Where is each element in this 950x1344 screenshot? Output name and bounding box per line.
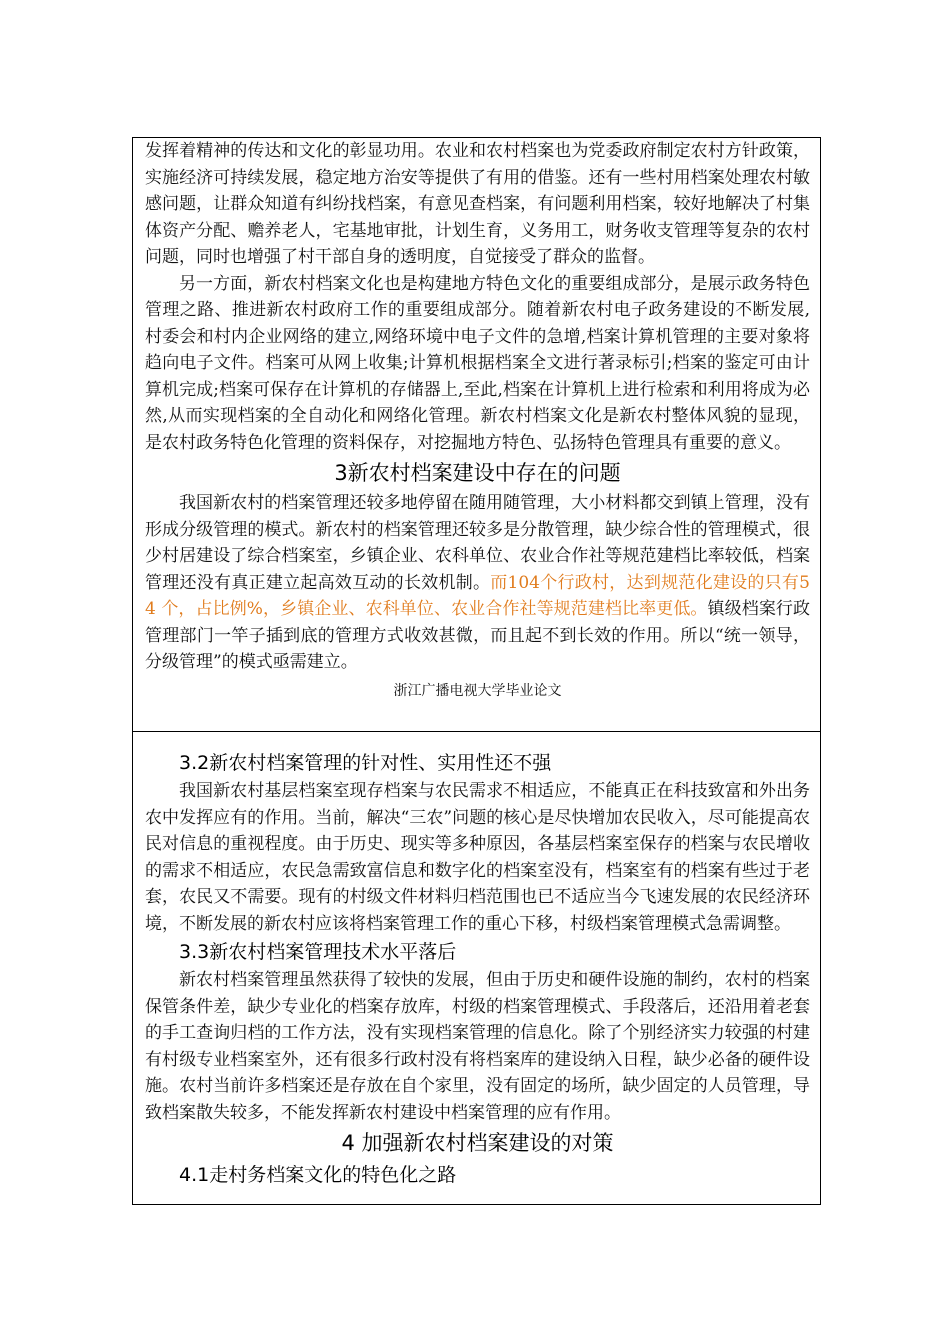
paragraph-archive-culture: 另一方面，新农村档案文化也是构建地方特色文化的重要组成部分，是展示政务特色管理之路、推进新农村政府工作的重要组成部分。随着新农村电子政务建设的不断发展,村委会和村内企业网络的建立,网络环境中电子文件的急增,档案计算机管理的主要对象将趋向电子文件。档案可从网上收集;计算机根据档案全文进行著录标引;档案的鉴定可由计算机完成;档案可保存在计算机的存储器上,至此,档案在计算机上进行检索和利用将成为必然,从而实现档案的全自动化和网络化管理。新农村档案文化是新农村整体风貌的显现，是农村政务特色化管理的资料保存，对挖掘地方特色、弘扬特色管理具有重要的意义。 — [145, 273, 810, 453]
thesis-page-block-bottom — [132, 731, 821, 1205]
problems-text-start: 我国新农村的档案管理还较多地停留在随用随管理，大小材料都交到镇上管理，没有形成分级管理的模式。新农村的档案管理还较多是分散管理，缺少综合性的管理模式，很少村居建设了综合档案室，乡镇企业、农科单位、农业合作社等规范建档比率较低，档案管理还没有真正建立起高效互动的长效机制。 — [145, 493, 810, 593]
thesis-page-block-top — [132, 137, 821, 731]
paragraph-existing-problems — [145, 490, 810, 676]
paragraph-technology: 新农村档案管理虽然获得了较快的发展，但由于历史和硬件设施的制约，农村的档案保管条件差，缺少专业化的档案存放库，村级的档案管理模式、手段落后，还沿用着老套的手工查询归档的工作方法，没有实现档案管理的信息化。除了个别经济实力较强的村建有村级专业档案室外，还有很多行政村没有将档案库的建设纳入日程，缺少必备的硬件设施。农村当前许多档案还是存放在自个家里，没有固定的场所，缺少固定的人员管理，导致档案散失较多，不能发挥新农村建设中档案管理的应有作用。 — [145, 970, 810, 1123]
subsection-heading-4-1: 4.1走村务档案文化的特色化之路 — [179, 1164, 457, 1186]
highlighted-statistic-text: 而104个行政村，达到规范化建设的只有5 4 个，占比例%，乡镇企业、农科单位、农业合作社等规范建档比率更低。 — [145, 572, 811, 619]
page-footer: 浙江广播电视大学毕业论文 — [393, 682, 562, 699]
subsection-heading-3-3: 3.3新农村档案管理技术水平落后 — [179, 941, 457, 963]
paragraph-relevance: 我国新农村基层档案室现存档案与农民需求不相适应，不能真正在科技致富和外出务农中发挥应有的作用。当前，解决“三农”问题的核心是尽快增加农民收入，尽可能提高农民对信息的重视程度。由于历史、现实等多种原因，各基层档案室保存的档案与农民增收的需求不相适应，农民急需致富信息和数字化的档案室没有，档案室有的档案有些过于老套，农民又不需要。现有的村级文件材料归档范围也已不适应当今飞速发展的农民经济环境，不断发展的新农村应该将档案管理工作的重心下移，村级档案管理模式急需调整。 — [145, 781, 810, 934]
problems-text-end: 镇级档案行政管理部门一竿子插到底的管理方式收效甚微，而且起不到长效的作用。所以“统一领导，分级管理”的模式亟需建立。 — [145, 599, 811, 672]
paragraph-archive-function: 发挥着精神的传达和文化的彰显功用。农业和农村档案也为党委政府制定农村方针政策，实施经济可持续发展，稳定地方治安等提供了有用的借鉴。还有一些村用档案处理农村敏感问题，让群众知道有纠纷找档案，有意见查档案，有问题利用档案，较好地解决了村集体资产分配、赡养老人，宅基地审批，计划生育，义务用工，财务收支管理等复杂的农村问题，同时也增强了村干部自身的透明度，自觉接受了群众的监督。 — [145, 141, 810, 267]
section-heading-4: 4 加强新农村档案建设的对策 — [341, 1131, 614, 1155]
subsection-heading-3-2: 3.2新农村档案管理的针对性、实用性还不强 — [179, 752, 552, 774]
section-heading-3: 3新农村档案建设中存在的问题 — [334, 461, 621, 485]
